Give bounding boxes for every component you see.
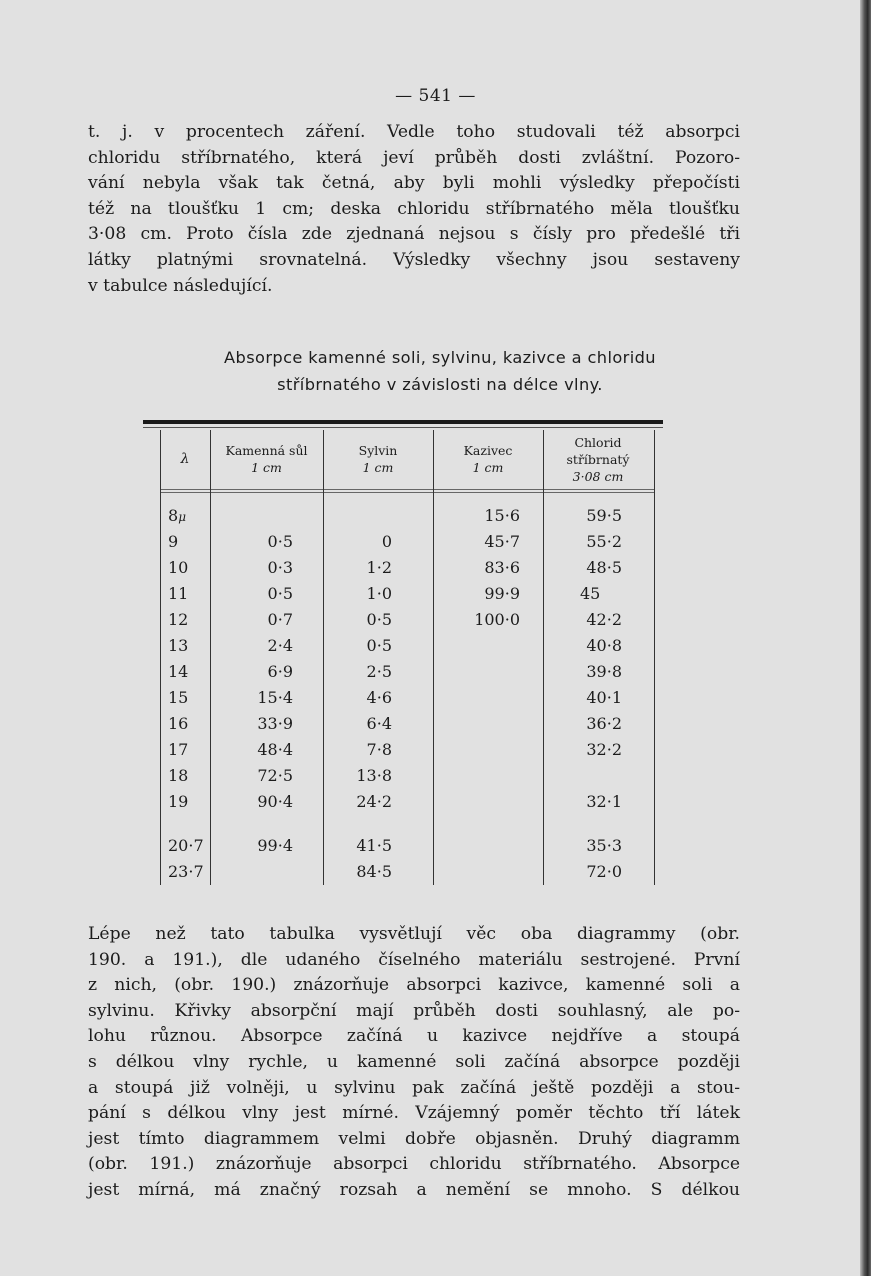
text-line: lohu různou. Absorpce začíná u kazivce nejdříve a stoupá xyxy=(88,1026,740,1047)
cell-lambda: 20·7 xyxy=(168,836,204,855)
cell-sylvin: 7·8 xyxy=(366,740,392,759)
cell-chlorid: 40·8 xyxy=(586,636,622,655)
cell-lambda: 13 xyxy=(168,636,189,655)
table-row xyxy=(0,836,871,862)
cell-lambda: 16 xyxy=(168,714,189,733)
table-row xyxy=(0,636,871,662)
cell-kamenna-sul: 15·4 xyxy=(257,688,293,707)
cell-chlorid: 32·2 xyxy=(586,740,622,759)
text-line: sylvinu. Křivky absorpční mají průběh dosti souhlasný, ale po- xyxy=(88,1000,740,1021)
text-line: (obr. 191.) znázorňuje absorpci chloridu stříbrnatého. Absorpce xyxy=(88,1154,740,1175)
table-row xyxy=(0,558,871,584)
text-line: též na tloušťku 1 cm; deska chloridu stříbrnatého měla tloušťku xyxy=(88,198,740,219)
cell-chlorid: 36·2 xyxy=(586,714,622,733)
lambda-value: 8 xyxy=(168,506,179,525)
text-line: t. j. v procentech záření. Vedle toho studovali též absorpci xyxy=(88,122,740,142)
cell-kamenna-sul: 33·9 xyxy=(257,714,293,733)
cell-sylvin: 2·5 xyxy=(366,662,392,681)
cell-kazivec: 45·7 xyxy=(484,532,520,551)
table-row xyxy=(0,740,871,766)
cell-chlorid: 72·0 xyxy=(586,862,622,881)
header-label: stříbrnatý xyxy=(566,451,630,467)
caption-line: stříbrnatého v závislosti na délce vlny. xyxy=(277,375,603,394)
table-row xyxy=(0,688,871,714)
cell-lambda: 18 xyxy=(168,766,189,785)
cell-lambda: 17 xyxy=(168,740,189,759)
cell-chlorid: 55·2 xyxy=(586,532,622,551)
cell-kamenna-sul: 2·4 xyxy=(267,636,293,655)
cell-chlorid: 32·1 xyxy=(586,792,622,811)
caption-line: Absorpce kamenné soli, sylvinu, kazivce a chloridu xyxy=(224,348,656,367)
cell-sylvin: 0 xyxy=(381,532,392,551)
header-label: Sylvin xyxy=(358,443,398,458)
cell-sylvin: 6·4 xyxy=(366,714,392,733)
header-rule xyxy=(160,489,654,490)
header-kazivec xyxy=(433,430,543,488)
cell-sylvin: 0·5 xyxy=(366,636,392,655)
cell-kamenna-sul: 90·4 xyxy=(257,792,293,811)
text-line: z nich, (obr. 190.) znázorňuje absorpci kazivce, kamenné soli a xyxy=(88,975,740,996)
cell-sylvin: 41·5 xyxy=(356,836,392,855)
paragraph-diagrams xyxy=(88,922,740,1204)
cell-sylvin: 24·2 xyxy=(356,792,392,811)
table-row xyxy=(0,766,871,792)
header-sylvin xyxy=(323,430,433,488)
header-label: Kamenná sůl xyxy=(225,443,308,458)
text-line: pání s délkou vlny jest mírné. Vzájemný poměr těchto tří látek xyxy=(88,1103,740,1124)
cell-chlorid: 45 xyxy=(580,584,601,603)
header-thickness: 1 cm xyxy=(251,460,282,475)
table-row xyxy=(0,714,871,740)
cell-lambda xyxy=(168,506,208,525)
header-thickness: 3·08 cm xyxy=(572,468,624,484)
header-chlorid xyxy=(543,430,653,488)
header-kamenna-sul xyxy=(210,430,323,488)
cell-lambda: 9 xyxy=(168,532,179,551)
cell-kamenna-sul: 0·3 xyxy=(267,558,293,577)
table-row xyxy=(0,610,871,636)
table-top-rule-thin xyxy=(143,427,663,428)
table-top-rule xyxy=(143,420,663,424)
text-line: 3·08 cm. Proto čísla zde zjednaná nejsou s čísly pro předešlé tři xyxy=(88,224,740,245)
cell-lambda: 12 xyxy=(168,610,189,629)
text-line: jest tímto diagrammem velmi dobře objasněn. Druhý diagramm xyxy=(88,1128,740,1149)
cell-lambda: 11 xyxy=(168,584,189,603)
text-line: a stoupá již volněji, u sylvinu pak začíná ještě později a stou- xyxy=(88,1077,740,1098)
cell-sylvin: 4·6 xyxy=(366,688,392,707)
cell-kazivec: 100·0 xyxy=(474,610,520,629)
cell-sylvin: 0·5 xyxy=(366,610,392,629)
cell-chlorid: 39·8 xyxy=(586,662,622,681)
unit-mu: μ xyxy=(178,510,186,524)
table-caption xyxy=(120,344,760,398)
cell-kamenna-sul: 0·7 xyxy=(267,610,293,629)
text-line: vání nebyla však tak četná, aby byli mohli výsledky přepočísti xyxy=(88,173,740,194)
table-row xyxy=(0,662,871,688)
cell-lambda: 19 xyxy=(168,792,189,811)
page-number: — 541 — xyxy=(395,86,476,106)
table-row xyxy=(0,506,871,532)
cell-chlorid: 40·1 xyxy=(586,688,622,707)
text-line: 190. a 191.), dle udaného číselného materiálu sestrojené. První xyxy=(88,949,740,970)
cell-kazivec: 83·6 xyxy=(484,558,520,577)
header-lambda xyxy=(160,430,210,488)
cell-kamenna-sul: 48·4 xyxy=(257,740,293,759)
cell-lambda: 14 xyxy=(168,662,189,681)
cell-kamenna-sul: 72·5 xyxy=(257,766,293,785)
header-label: Chlorid xyxy=(574,434,622,450)
cell-kazivec: 99·9 xyxy=(484,584,520,603)
paragraph-intro xyxy=(88,120,740,299)
cell-kamenna-sul: 6·9 xyxy=(267,662,293,681)
header-label: λ xyxy=(180,450,190,467)
table-row xyxy=(0,862,871,888)
text-line: Lépe než tato tabulka vysvětlují věc oba diagrammy (obr. xyxy=(88,924,740,944)
header-label: Kazivec xyxy=(463,443,513,458)
cell-chlorid: 48·5 xyxy=(586,558,622,577)
cell-lambda: 23·7 xyxy=(168,862,204,881)
cell-kamenna-sul: 99·4 xyxy=(257,836,293,855)
table-row xyxy=(0,584,871,610)
cell-sylvin: 1·0 xyxy=(366,584,392,603)
cell-kamenna-sul: 0·5 xyxy=(267,584,293,603)
cell-lambda: 15 xyxy=(168,688,189,707)
cell-chlorid: 42·2 xyxy=(586,610,622,629)
cell-chlorid: 59·5 xyxy=(586,506,622,525)
text-line: chloridu stříbrnatého, která jeví průběh dosti zvláštní. Pozoro- xyxy=(88,147,740,168)
text-line: s délkou vlny rychle, u kamenné soli začíná absorpce později xyxy=(88,1051,740,1072)
cell-sylvin: 1·2 xyxy=(366,558,392,577)
table-row xyxy=(0,792,871,818)
cell-lambda: 10 xyxy=(168,558,189,577)
cell-sylvin: 13·8 xyxy=(356,766,392,785)
cell-chlorid: 35·3 xyxy=(586,836,622,855)
cell-kamenna-sul: 0·5 xyxy=(267,532,293,551)
header-thickness: 1 cm xyxy=(362,460,394,475)
text-line: v tabulce následující. xyxy=(88,275,273,296)
text-line: jest mírná, má značný rozsah a nemění se mnoho. S délkou xyxy=(88,1179,740,1200)
header-thickness: 1 cm xyxy=(472,460,504,475)
cell-kazivec: 15·6 xyxy=(484,506,520,525)
text-line: látky platnými srovnatelná. Výsledky všechny jsou sestaveny xyxy=(88,249,740,270)
table-row xyxy=(0,532,871,558)
cell-sylvin: 84·5 xyxy=(356,862,392,881)
header-rule xyxy=(160,492,654,493)
